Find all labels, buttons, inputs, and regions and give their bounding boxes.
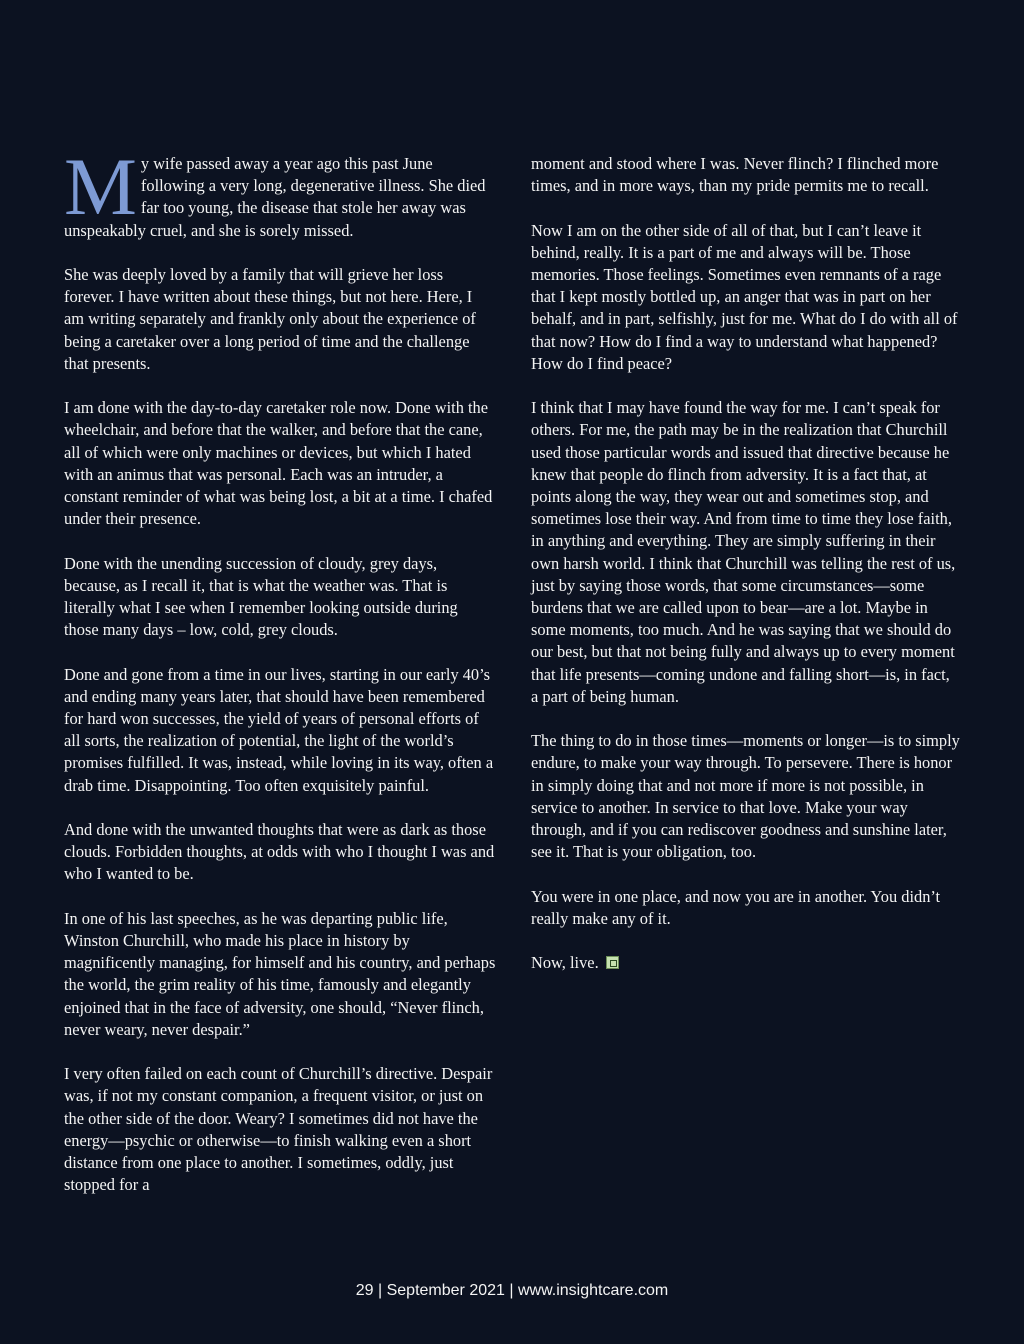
article-paragraph: You were in one place, and now you are in another. You didn’t really make any of it. [531, 886, 941, 928]
article-left-column [64, 141, 496, 1219]
end-of-article-icon [606, 956, 619, 969]
article-paragraph: I am done with the day-to-day caretaker role now. Done with the wheelchair, and before that the walker, and before that the cane, all of which were only machines or devices, but which I hated with an animus that was personal. Each was an intruder, a constant reminder of what was being lost, a bit at a time. I chafed under their presence. [64, 398, 493, 529]
paragraph-text: y wife passed away a year ago this past June following a very long, degenerative illness. She died far too young, the disease that stole her away was unspeakably cruel, and she is sorely missed. [64, 154, 486, 240]
article-paragraph: moment and stood where I was. Never flinch? I flinched more times, and in more ways, than my pride permits me to recall. [531, 154, 939, 196]
article-paragraph: Now I am on the other side of all of that, but I can’t leave it behind, really. It is a part of me and always will be. Those memories. Those feelings. Sometimes even remnants of a rage that I kept mostly bottled up, an anger that was in part on her behalf, and in part, selfishly, just for me. What do I do with all of that now? How do I find a way to understand what happened? How do I find peace? [531, 220, 958, 373]
article-closing-paragraph [531, 952, 961, 974]
drop-cap: M [64, 141, 137, 232]
article-paragraph: I think that I may have found the way for me. I can’t speak for others. For me, the path may be in the realization that Churchill used those particular words and issued that directive because he knew that people do flinch from adversity. It is a fact that, at points along the way, they wear out and sometimes stop, and sometimes lose their way. And from time to time they lose faith, in anything and everything. They are simply suffering in their own harsh world. I think that Churchill was telling the rest of us, just by saying those words, that some circumstances—some burdens that we are called upon to bear—are a lot. Maybe in some moments, too much. And he was saying that we should do our best, but that not being fully and always up to every moment that life presents—coming undone and falling short—is, in fact, a part of being human. [531, 398, 956, 706]
article-right-column [531, 153, 961, 997]
article-paragraph: Done and gone from a time in our lives, starting in our early 40’s and ending many years later, that should have been remembered for hard won successes, the yield of years of personal efforts of all sorts, the realization of potential, the light of the world’s promises fulfilled. It was, instead, while loving in its way, often a drab time. Disappointing. Too often exquisitely painful. [64, 664, 494, 795]
article-paragraph: I very often failed on each count of Churchill’s directive. Despair was, if not my constant companion, a frequent visitor, or just on the other side of the door. Weary? I sometimes did not have the energy—psychic or otherwise—to finish walking even a short distance from one place to another. I sometimes, oddly, just stopped for a [64, 1064, 493, 1195]
closing-text: Now, live. [531, 953, 599, 973]
page-footer: 29 | September 2021 | www.insightcare.com [355, 1282, 669, 1299]
article-paragraph [64, 141, 496, 242]
article-paragraph: Done with the unending succession of cloudy, grey days, because, as I recall it, that is what the weather was. That is literally what I see when I remember looking outside during those many days – low, cold, grey clouds. [64, 553, 458, 640]
article-paragraph: She was deeply loved by a family that will grieve her loss forever. I have written about these things, but not here. Here, I am writing separately and frankly only about the experience of being a caretaker over a long period of time and the challenge that presents. [64, 265, 476, 373]
article-paragraph: The thing to do in those times—moments or longer—is to simply endure, to make your way through. To persevere. There is honor in simply doing that and not more if more is not possible, in service to another. In service to that love. Make your way through, and if you can rediscover goodness and sunshine later, see it. That is your obligation, too. [531, 731, 960, 862]
article-paragraph: And done with the unwanted thoughts that were as dark as those clouds. Forbidden thoughts, at odds with who I thought I was and who I wanted to be. [64, 820, 495, 884]
article-paragraph: In one of his last speeches, as he was departing public life, Winston Churchill, who made his place in history by magnificently managing, for himself and his country, and perhaps the world, the grim reality of his time, famously and elegantly enjoined that in the face of adversity, one should, “Never flinch, never weary, never despair.” [64, 908, 496, 1039]
